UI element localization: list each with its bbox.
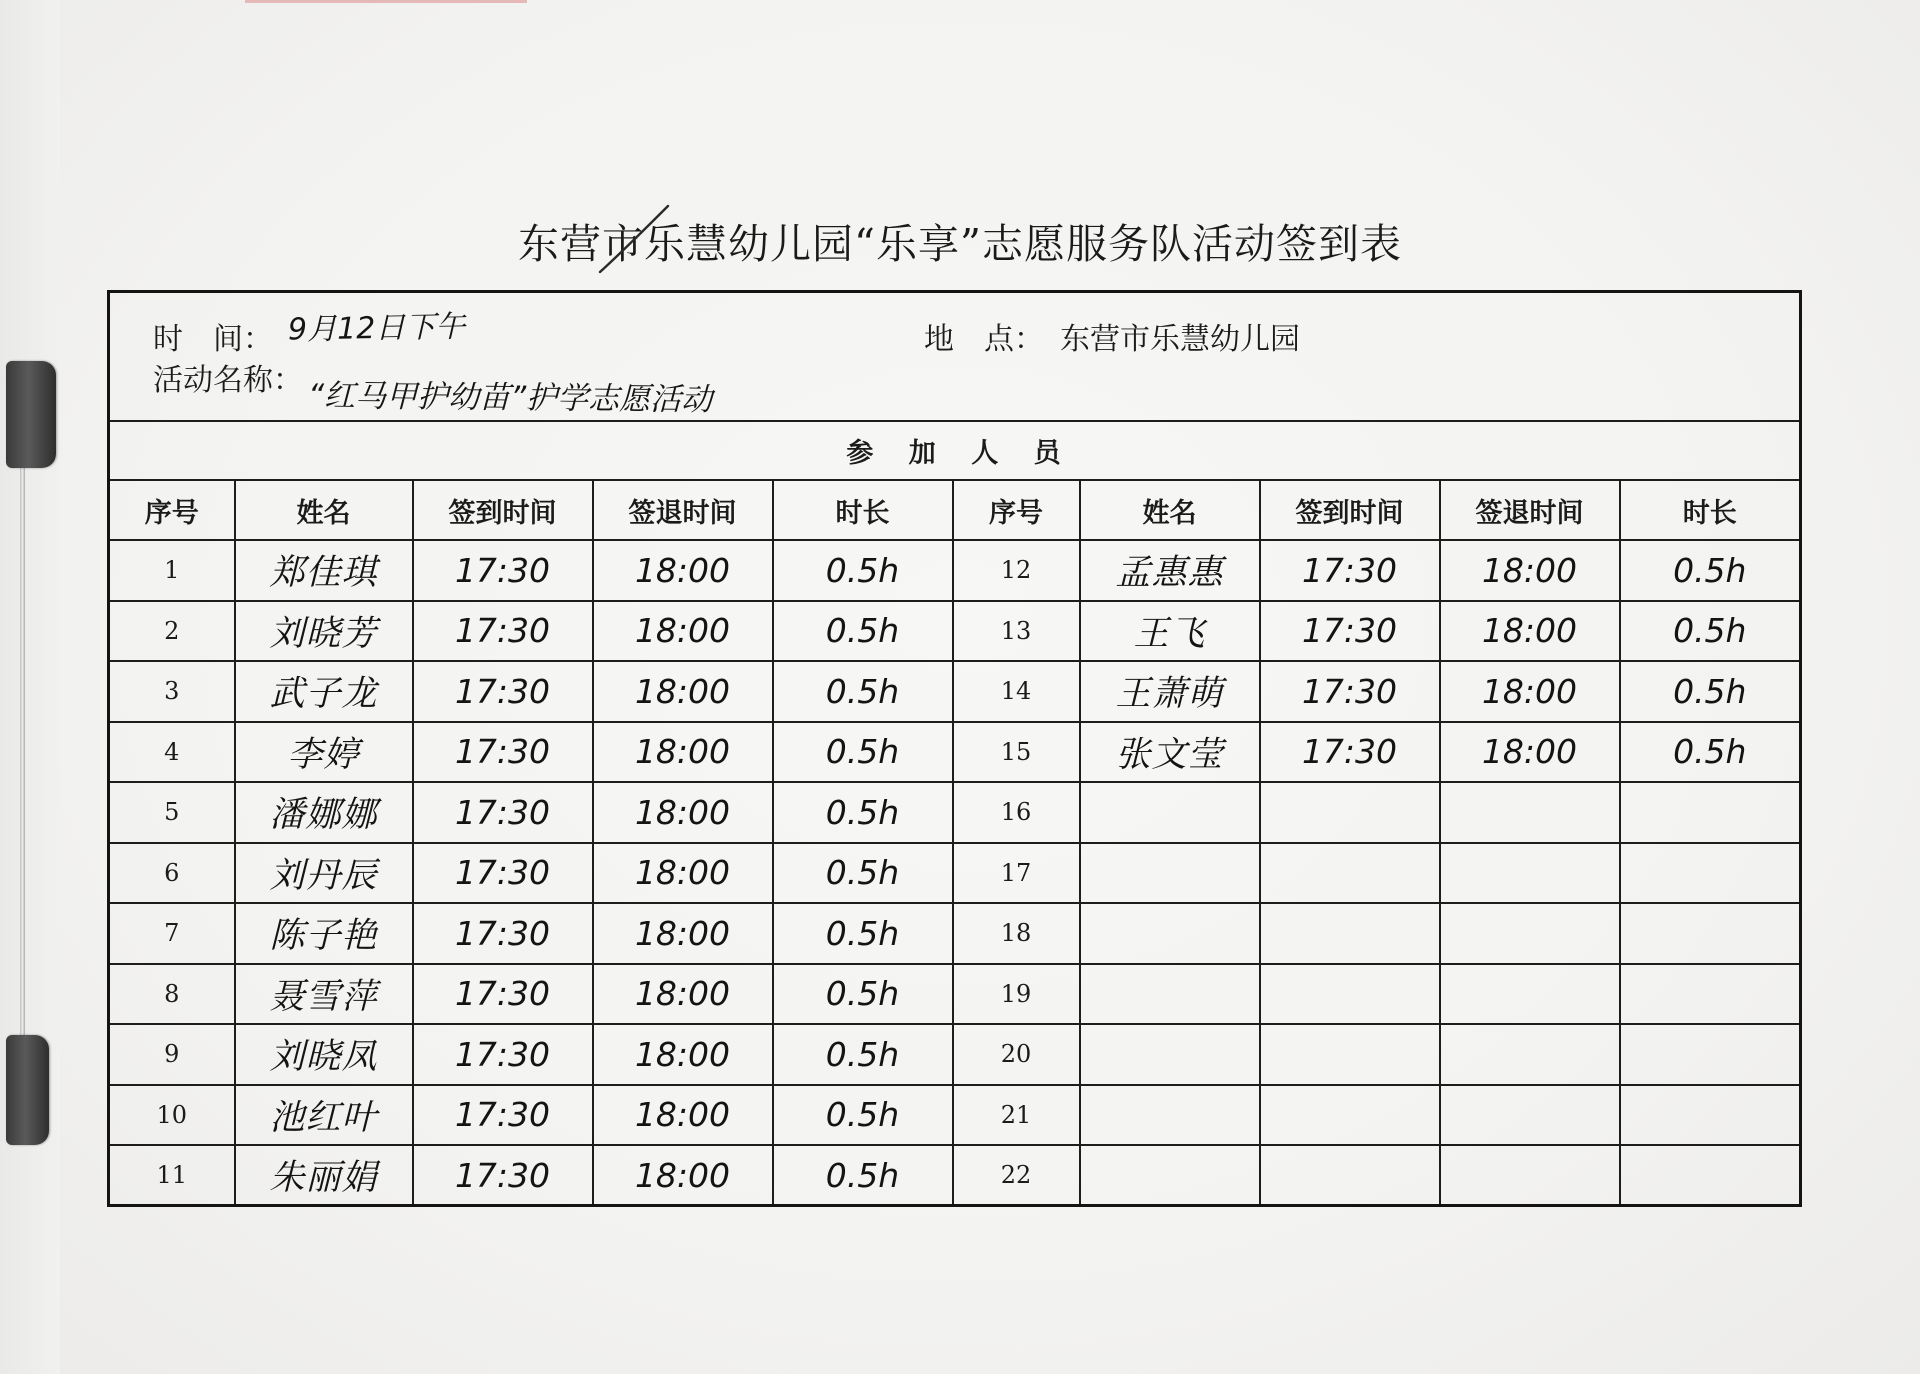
header-sign-in-time: 签到时间 [413,480,593,540]
header-sign-in-time: 签到时间 [1260,480,1440,540]
sign-out-time-cell [1440,964,1620,1025]
sign-out-time-cell [1440,782,1620,843]
duration-cell [1620,1145,1801,1206]
binder-clip-icon [6,361,56,468]
seq-cell: 4 [109,722,235,783]
seq-cell: 17 [953,843,1080,904]
seq-cell: 20 [953,1024,1080,1085]
table-row [109,1145,1801,1206]
duration-cell [1620,843,1801,904]
name-cell: 李婷 [235,722,413,783]
sign-out-time-cell: 18:00 [1440,722,1620,783]
sign-in-time-cell: 17:30 [413,843,593,904]
table-row [109,722,1801,783]
duration-cell: 0.5h [773,964,953,1025]
sign-out-time-cell: 18:00 [593,540,773,601]
duration-cell: 0.5h [773,722,953,783]
time-value: 9月12日下午 [287,309,466,348]
activity-value: “红马甲护幼苗”护学志愿活动 [307,377,713,419]
table-row [109,1024,1801,1085]
seq-cell: 11 [109,1145,235,1206]
name-cell: 陈子艳 [235,903,413,964]
sign-in-time-cell: 17:30 [413,903,593,964]
header-sign-out-time: 签退时间 [593,480,773,540]
table-row [109,843,1801,904]
pen-stroke-mark [594,200,674,280]
table-row [109,964,1801,1025]
sign-in-time-cell: 17:30 [413,601,593,662]
sign-in-time-cell [1260,782,1440,843]
sign-out-time-cell: 18:00 [593,964,773,1025]
sign-in-time-cell: 17:30 [413,540,593,601]
duration-cell: 0.5h [773,540,953,601]
duration-cell: 0.5h [773,661,953,722]
name-cell [1080,964,1260,1025]
sign-out-time-cell: 18:00 [593,661,773,722]
seq-cell: 16 [953,782,1080,843]
sign-in-table [107,290,1802,1207]
seq-cell: 12 [953,540,1080,601]
sign-in-time-cell: 17:30 [413,964,593,1025]
sign-in-time-cell: 17:30 [1260,661,1440,722]
sign-out-time-cell [1440,1024,1620,1085]
sign-in-time-cell [1260,1024,1440,1085]
name-cell: 王萧萌 [1080,661,1260,722]
header-duration: 时长 [1620,480,1801,540]
sign-out-time-cell [1440,843,1620,904]
duration-cell: 0.5h [773,782,953,843]
duration-cell: 0.5h [1620,601,1801,662]
sign-out-time-cell: 18:00 [1440,601,1620,662]
duration-cell: 0.5h [773,601,953,662]
sign-out-time-cell: 18:00 [593,1145,773,1206]
name-cell [1080,782,1260,843]
sign-out-time-cell [1440,1145,1620,1206]
name-cell [1080,903,1260,964]
sign-in-time-cell: 17:30 [413,1024,593,1085]
duration-cell [1620,1024,1801,1085]
name-cell: 潘娜娜 [235,782,413,843]
sign-in-time-cell: 17:30 [413,722,593,783]
table-row [109,1085,1801,1146]
info-row [109,292,1801,422]
sign-in-time-cell [1260,964,1440,1025]
sign-out-time-cell [1440,903,1620,964]
duration-cell: 0.5h [1620,540,1801,601]
name-cell: 武子龙 [235,661,413,722]
seq-cell: 9 [109,1024,235,1085]
duration-cell: 0.5h [773,903,953,964]
table-row [109,661,1801,722]
name-cell: 王飞 [1080,601,1260,662]
sign-out-time-cell [1440,1085,1620,1146]
sign-in-time-cell: 17:30 [413,1145,593,1206]
page-title: 东营市乐慧幼儿园“乐享”志愿服务队活动签到表 [518,220,1402,268]
sign-in-time-cell: 17:30 [1260,601,1440,662]
name-cell [1080,1085,1260,1146]
seq-cell: 3 [109,661,235,722]
sign-in-time-cell [1260,1085,1440,1146]
section-header: 参 加 人 员 [109,421,1801,480]
name-cell: 聂雪萍 [235,964,413,1025]
place-value: 东营市乐慧幼儿园 [1060,322,1300,357]
seq-cell: 19 [953,964,1080,1025]
scan-mark [245,0,527,3]
info-cell [109,292,1801,422]
section-row [109,421,1801,480]
seq-cell: 18 [953,903,1080,964]
seq-cell: 15 [953,722,1080,783]
name-cell: 刘丹辰 [235,843,413,904]
seq-cell: 1 [109,540,235,601]
duration-cell: 0.5h [1620,661,1801,722]
binder-clip-wire [20,468,25,1035]
seq-cell: 14 [953,661,1080,722]
column-header-row [109,480,1801,540]
duration-cell [1620,782,1801,843]
seq-cell: 8 [109,964,235,1025]
sign-in-time-cell: 17:30 [413,782,593,843]
duration-cell [1620,964,1801,1025]
name-cell: 刘晓凤 [235,1024,413,1085]
scan-edge-shadow [0,0,60,1374]
table-row [109,903,1801,964]
name-cell [1080,843,1260,904]
name-cell: 孟惠惠 [1080,540,1260,601]
sign-out-time-cell: 18:00 [1440,540,1620,601]
table-row [109,782,1801,843]
place-label: 地 点： [924,322,1044,357]
duration-cell [1620,903,1801,964]
header-name: 姓名 [235,480,413,540]
duration-cell: 0.5h [773,1024,953,1085]
header-duration: 时长 [773,480,953,540]
header-seq: 序号 [109,480,235,540]
seq-cell: 10 [109,1085,235,1146]
header-name: 姓名 [1080,480,1260,540]
sign-in-time-cell: 17:30 [413,661,593,722]
sign-in-time-cell: 17:30 [1260,722,1440,783]
seq-cell: 7 [109,903,235,964]
sign-out-time-cell: 18:00 [593,601,773,662]
name-cell [1080,1024,1260,1085]
seq-cell: 2 [109,601,235,662]
seq-cell: 6 [109,843,235,904]
sign-out-time-cell: 18:00 [593,843,773,904]
binder-clip-icon [6,1035,49,1145]
sign-out-time-cell: 18:00 [1440,661,1620,722]
table-row [109,540,1801,601]
time-label: 时 间： [153,322,273,357]
sign-out-time-cell: 18:00 [593,722,773,783]
name-cell [1080,1145,1260,1206]
seq-cell: 21 [953,1085,1080,1146]
header-sign-out-time: 签退时间 [1440,480,1620,540]
sign-in-time-cell [1260,903,1440,964]
seq-cell: 22 [953,1145,1080,1206]
name-cell: 张文莹 [1080,722,1260,783]
seq-cell: 13 [953,601,1080,662]
duration-cell: 0.5h [773,1085,953,1146]
duration-cell: 0.5h [773,1145,953,1206]
sign-out-time-cell: 18:00 [593,903,773,964]
name-cell: 郑佳琪 [235,540,413,601]
name-cell: 池红叶 [235,1085,413,1146]
sign-out-time-cell: 18:00 [593,782,773,843]
duration-cell [1620,1085,1801,1146]
info-box [110,293,1799,420]
sign-in-time-cell [1260,1145,1440,1206]
sign-in-time-cell [1260,843,1440,904]
header-seq: 序号 [953,480,1080,540]
activity-label: 活动名称： [153,363,303,398]
sign-out-time-cell: 18:00 [593,1085,773,1146]
sign-out-time-cell: 18:00 [593,1024,773,1085]
sign-in-time-cell: 17:30 [413,1085,593,1146]
duration-cell: 0.5h [773,843,953,904]
name-cell: 朱丽娟 [235,1145,413,1206]
table-row [109,601,1801,662]
name-cell: 刘晓芳 [235,601,413,662]
duration-cell: 0.5h [1620,722,1801,783]
seq-cell: 5 [109,782,235,843]
sign-in-time-cell: 17:30 [1260,540,1440,601]
